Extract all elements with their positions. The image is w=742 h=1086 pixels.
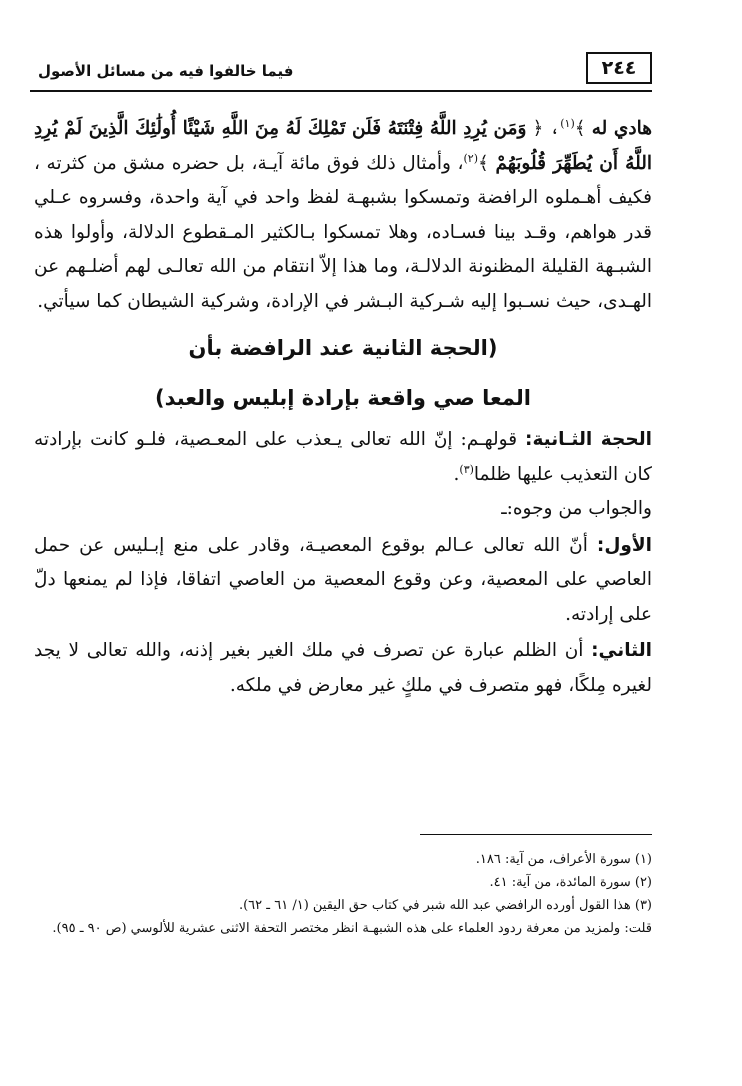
footnote-ref-1: (١) bbox=[560, 116, 575, 130]
page-header bbox=[30, 52, 652, 94]
page-number: ٢٤٤ bbox=[586, 52, 652, 84]
footnote-2: (٢) سورة المائدة، من آية: ٤١. bbox=[489, 875, 652, 890]
point-first-text: أنّ الله تعالى عـالم بوقوع المعصيـة، وقادر على منع إبـليس عن حمل العاصي على المعصية، وعن وقوع المعصية من العاصي اتفاقا، فإذا لم يمنعها دلّ على إرادته. bbox=[34, 534, 652, 625]
footnote-ref-2: (٢) bbox=[463, 151, 478, 165]
paragraph-point-second bbox=[34, 634, 652, 703]
quran-fragment-1: هادي له bbox=[591, 118, 652, 139]
paragraph-quran-verses bbox=[34, 112, 652, 319]
quran-close-brace-2: ﴾ bbox=[478, 152, 489, 174]
point-second-label: الثاني: bbox=[591, 640, 652, 661]
paragraph-text: ، وأمثال ذلك فوق مائة آيـة، بل حضره مشق من كثرته ، فكيف أهـملوه الرافضة وتمسكوا بشبهـة لفظ واحد في آية واحدة، وفسروه عـلي قدر هواهم، وقـد بينا فسـاده، وهلا تمسكوا بـالكثير المـقطوع الدلالة، وأولوا هذه الشبـهة القليلة المظنونة الدلالـة، وما هذا إلاّ انتقام من الله تعالـى لهم أضلـهم عن الهـدى، حيث نسـبوا إليه شـركية البـشر في الإرادة، وشركية الشيطان كما سيأتي. bbox=[34, 152, 652, 312]
second-argument-text: قولهـم: إنّ الله تعالى يـعذب على المعـصية، فلـو كانت بإرادته كان التعذيب عليها ظلما bbox=[34, 429, 652, 485]
footnote-1: (١) سورة الأعراف، من آية: ١٨٦. bbox=[475, 852, 652, 867]
separator: ، bbox=[543, 118, 561, 139]
paragraph-answer-intro: والجواب من وجوه:ـ bbox=[501, 498, 652, 519]
quran-verse-2: وَمَن يُرِدِ اللَّهُ فِتْنَتَهُ فَلَن تَمْلِكَ لَهُ مِنَ اللَّهِ شَيْئًا أُولَٰئِكَ الَّذِينَ لَمْ يُرِدِ اللَّهُ أَن يُطَهِّرَ قُلُوبَهُمْ bbox=[34, 118, 652, 174]
header-rule bbox=[30, 90, 652, 92]
section-heading-line-1: (الحجة الثانية عند الرافضة بأن bbox=[188, 336, 498, 360]
second-argument-end: . bbox=[453, 463, 460, 485]
quran-close-brace-1: ﴾ bbox=[574, 118, 586, 139]
footnote-ref-3: (٣) bbox=[459, 462, 474, 476]
paragraph-point-first bbox=[34, 529, 652, 633]
paragraph-second-argument bbox=[34, 423, 652, 492]
main-text bbox=[34, 112, 652, 703]
footnote-note: قلت: ولمزيد من معرفة ردود العلماء على هذه الشبهـة انظر مختصر التحفة الاثنى عشرية للألوسي (ص ٩٠ ـ ٩٥). bbox=[52, 921, 652, 936]
running-title: فيما خالفوا فيه من مسائل الأصول bbox=[38, 62, 294, 80]
footnote-3: (٣) هذا القول أورده الرافضي عبد الله شبر في كتاب حق اليقين (١/ ٦١ ـ ٦٢). bbox=[238, 898, 652, 913]
footnote-separator bbox=[420, 834, 652, 835]
point-first-label: الأول: bbox=[596, 534, 652, 556]
second-argument-label: الحجة الثـانية: bbox=[525, 429, 652, 450]
point-second-text: أن الظلم عبارة عن تصرف في ملك الغير بغير إذنه، والله تعالى لا يجد لغيره مِلكًا، فهو متصرف في ملكٍ غير معارض في ملكه. bbox=[34, 640, 652, 696]
footnotes bbox=[34, 848, 652, 940]
quran-open-brace-2: ﴿ bbox=[532, 118, 544, 139]
section-heading-line-2: المعا صي واقعة بإرادة إبليس والعبد) bbox=[154, 386, 532, 410]
